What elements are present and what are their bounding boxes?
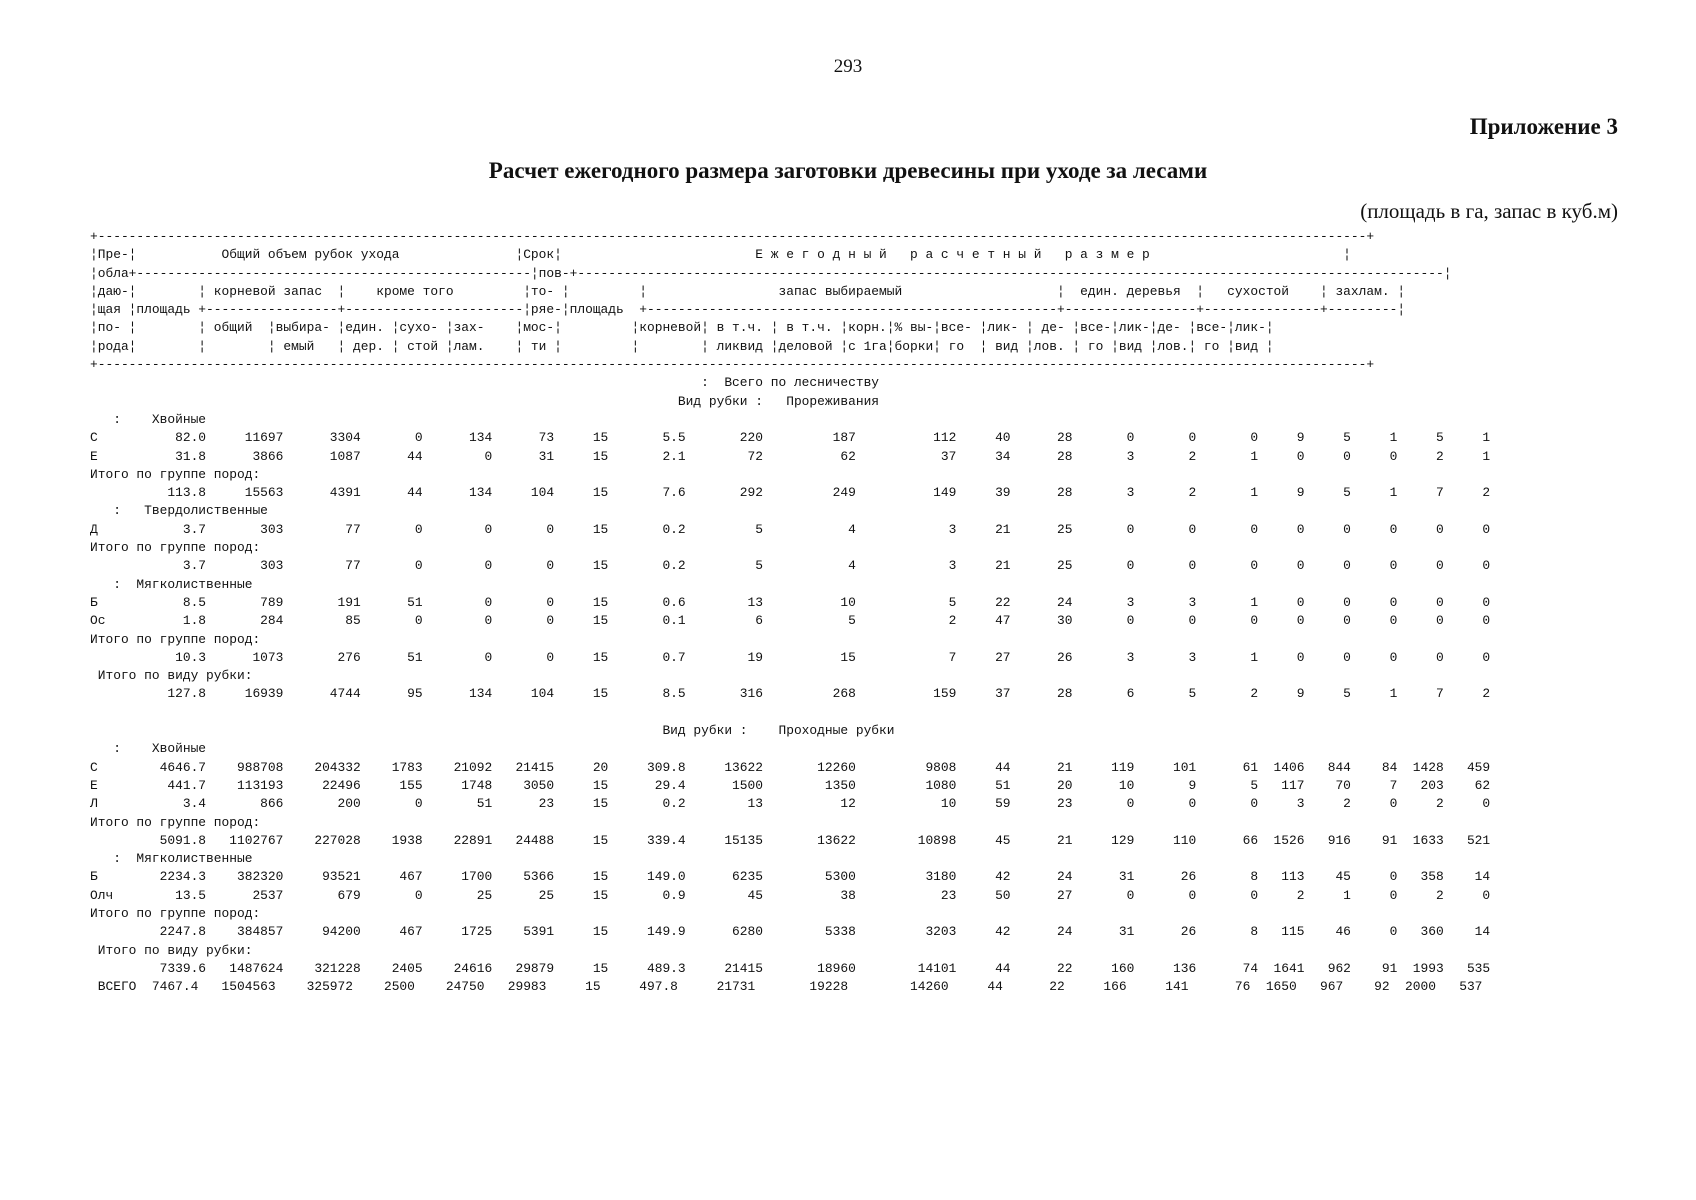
section-heading: Вид рубки : Прореживания <box>90 393 880 409</box>
table-header-line: ¦рода¦ ¦ ¦ емый ¦ дер. ¦ стой ¦лам. ¦ ти ¦ ¦ ¦ ликвид ¦деловой ¦с 1га¦борки¦ го ¦ вид ¦лов. ¦ го ¦вид ¦лов.¦ го ¦вид ¦ <box>90 338 1274 354</box>
table-row: 113.8 15563 4391 44 134 104 15 7.6 292 249 149 39 28 3 2 1 9 5 1 7 2 <box>90 485 1491 501</box>
table-row: Итого по виду рубки: <box>90 668 253 684</box>
table-header-line: ¦обла+---------------------------------------------------¦пов-+----------------------------------------------------------------------------------------------------------------¦ <box>90 265 1452 281</box>
table-row: Итого по группе пород: <box>90 631 261 647</box>
table-row: Ос 1.8 284 85 0 0 0 15 0.1 6 5 2 47 30 0 0 0 0 0 0 0 0 <box>90 613 1491 629</box>
table-row: : Мягколиственные <box>90 851 253 867</box>
appendix-label: Приложение 3 <box>1469 114 1618 139</box>
table-row: С 4646.7 988708 204332 1783 21092 21415 20 309.8 13622 12260 9808 44 21 119 101 61 1406 844 84 1428 459 <box>90 759 1491 775</box>
table-row: 2247.8 384857 94200 467 1725 5391 15 149.9 6280 5338 3203 42 24 31 26 8 115 46 0 360 14 <box>90 924 1491 940</box>
table-header-line: ¦по- ¦ ¦ общий ¦выбира- ¦един. ¦сухо- ¦зах- ¦мос-¦ ¦корневой¦ в т.ч. ¦ в т.ч. ¦корн.¦% вы-¦все- ¦лик- ¦ де- ¦все-¦лик-¦де- ¦все-¦лик-¦ <box>90 320 1274 336</box>
table-row: Олч 13.5 2537 679 0 25 25 15 0.9 45 38 23 50 27 0 0 0 2 1 0 2 0 <box>90 887 1491 903</box>
table-row: Б 2234.3 382320 93521 467 1700 5366 15 149.0 6235 5300 3180 42 24 31 26 8 113 45 0 358 14 <box>90 869 1491 885</box>
table-row: ВСЕГО 7467.4 1504563 325972 2500 24750 29983 15 497.8 21731 19228 14260 44 22 166 141 76 1650 967 92 2000 537 <box>90 979 1483 995</box>
table-row: Итого по виду рубки: <box>90 942 253 958</box>
table-row: : Хвойные <box>90 411 207 427</box>
table-row: 7339.6 1487624 321228 2405 24616 29879 15 489.3 21415 18960 14101 44 22 160 136 74 1641 962 91 1993 535 <box>90 960 1491 976</box>
table-row: Е 441.7 113193 22496 155 1748 3050 15 29.4 1500 1350 1080 51 20 10 9 5 117 70 7 203 62 <box>90 777 1491 793</box>
table-row: 10.3 1073 276 51 0 0 15 0.7 19 15 7 27 26 3 3 1 0 0 0 0 0 <box>90 649 1491 665</box>
table-header-line: +--------------------------------------------------------------------------------------------------------------------------------------------------------------------+ <box>90 357 1375 373</box>
table-row: Е 31.8 3866 1087 44 0 31 15 2.1 72 62 37 34 28 3 2 1 0 0 0 2 1 <box>90 448 1491 464</box>
section-heading: : Всего по лесничеству <box>90 375 880 391</box>
document-title: Расчет ежегодного размера заготовки древесины при уходе за лесами <box>488 158 1208 183</box>
table-row: Л 3.4 866 200 0 51 23 15 0.2 13 12 10 59 23 0 0 0 3 2 0 2 0 <box>90 796 1491 812</box>
table-body <box>90 374 1570 996</box>
table-header-line: ¦Пре-¦ Общий объем рубок ухода ¦Срок¦ Е ж е г о д н ы й р а с ч е т н ы й р а з м е р ¦ <box>90 247 1351 263</box>
table-header-line: +--------------------------------------------------------------------------------------------------------------------------------------------------------------------+ <box>90 229 1375 244</box>
table-row: Итого по группе пород: <box>90 466 261 482</box>
table-row: Б 8.5 789 191 51 0 0 15 0.6 13 10 5 22 24 3 3 1 0 0 0 0 0 <box>90 594 1491 610</box>
table-row: Итого по группе пород: <box>90 814 261 830</box>
section-heading: Вид рубки : Проходные рубки <box>90 723 895 739</box>
units-note: (площадь в га, запас в куб.м) <box>1360 199 1618 223</box>
table-header <box>90 228 1570 374</box>
table-row: 5091.8 1102767 227028 1938 22891 24488 15 339.4 15135 13622 10898 45 21 129 110 66 1526 916 91 1633 521 <box>90 832 1491 848</box>
forest-harvest-table <box>90 228 1570 996</box>
table-row: Д 3.7 303 77 0 0 0 15 0.2 5 4 3 21 25 0 0 0 0 0 0 0 0 <box>90 521 1491 537</box>
table-row: : Хвойные <box>90 741 207 757</box>
section-heading <box>90 704 1570 722</box>
table-row: : Твердолиственные <box>90 503 268 519</box>
table-header-line: ¦даю-¦ ¦ корневой запас ¦ кроме того ¦то- ¦ ¦ запас выбираемый ¦ един. деревья ¦ сухостой ¦ захлам. ¦ <box>90 283 1406 299</box>
page-number: 293 <box>833 56 863 77</box>
table-row: Итого по группе пород: <box>90 540 261 556</box>
table-row: Итого по группе пород: <box>90 905 261 921</box>
table-row: 127.8 16939 4744 95 134 104 15 8.5 316 268 159 37 28 6 5 2 9 5 1 7 2 <box>90 686 1491 702</box>
table-row: : Мягколиственные <box>90 576 253 592</box>
table-header-line: ¦щая ¦площадь +-----------------+-----------------------¦ряе-¦площадь +-----------------------------------------------------+-----------------+---------------+---------¦ <box>90 302 1406 318</box>
table-row: 3.7 303 77 0 0 0 15 0.2 5 4 3 21 25 0 0 0 0 0 0 0 0 <box>90 558 1491 574</box>
table-row: С 82.0 11697 3304 0 134 73 15 5.5 220 187 112 40 28 0 0 0 9 5 1 5 1 <box>90 430 1491 446</box>
